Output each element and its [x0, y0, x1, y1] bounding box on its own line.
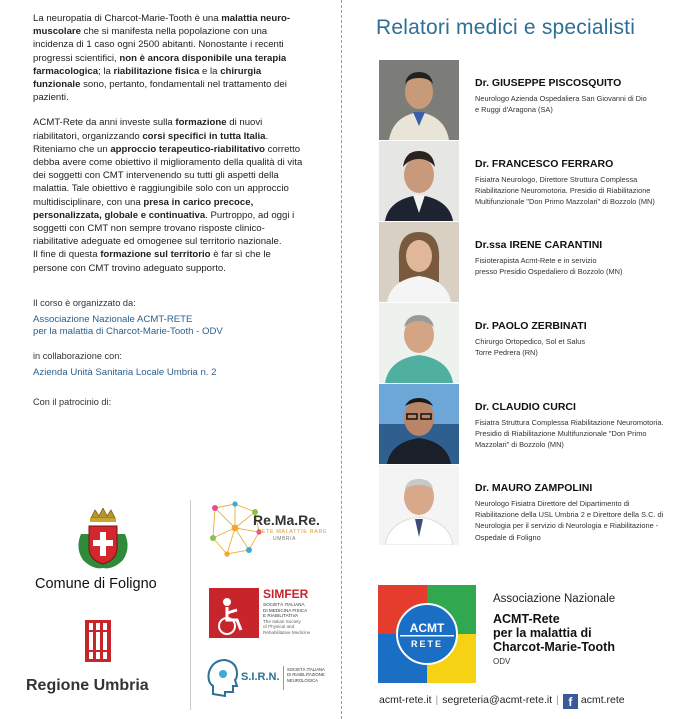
person-silhouette-icon: [379, 465, 459, 545]
speaker-name: Dr. FRANCESCO FERRARO: [475, 158, 614, 170]
logo-text-2: RETE: [410, 639, 444, 649]
collab-label: in collaborazione con:: [33, 351, 122, 362]
person-silhouette-icon: [379, 303, 459, 383]
sirn-line: NEUROLOGICA: [287, 677, 318, 683]
association-name-line: Charcot-Marie-Tooth: [493, 640, 615, 654]
simfer-line: E RIABILITATIVA: [263, 613, 299, 619]
speaker-desc-line: Neurologo Azienda Ospedaliera San Giovanni di Dio: [475, 94, 647, 103]
patronage-logos: [25, 490, 328, 719]
website-link[interactable]: acmt-rete.it: [379, 694, 432, 706]
organizer-label: Il corso è organizzato da:: [33, 297, 136, 308]
regione-name: Regione Umbria: [26, 677, 149, 694]
speaker-description: [475, 93, 683, 115]
speaker-name: Dr. CLAUDIO CURCI: [475, 401, 576, 413]
association-name-line: per la malattia di: [493, 626, 592, 640]
simfer-line: of Physical and: [263, 624, 295, 630]
sirn-line: DI RIABILITAZIONE: [287, 672, 325, 678]
speaker-name: Dr. GIUSEPPE PISCOSQUITO: [475, 77, 622, 89]
organizer-line-2: per la malattia di Charcot-Marie-Tooth - ODV: [33, 326, 223, 338]
person-silhouette-icon: [379, 60, 459, 140]
speaker-description: [475, 336, 683, 358]
association-suffix: ODV: [493, 657, 511, 666]
regione-umbria-emblem-icon: [85, 620, 111, 662]
speaker-card: [379, 141, 679, 221]
sirn-subtitle: [287, 667, 325, 683]
comune-name: Comune di Foligno: [35, 576, 157, 592]
speaker-desc-line: e Ruggi d'Aragona (SA): [475, 105, 553, 115]
collab-name: Azienda Unità Sanitaria Locale Umbria n. 2: [33, 367, 217, 379]
person-silhouette-icon: [379, 141, 459, 221]
simfer-title: SIMFER: [263, 587, 309, 601]
association-block: [378, 585, 678, 685]
person-silhouette-icon: [379, 384, 459, 464]
speaker-photo: [379, 465, 459, 545]
speaker-desc-line: Riabilitazione Neuromotoria. Presidio di Riabilitazione: [475, 186, 651, 196]
sirn-head-icon: [205, 658, 239, 698]
intro-paragraph-1: La neuropatia di Charcot-Marie-Tooth è una malattia neuro-muscolare che si manifesta nella popolazione con una incidenza di 1 caso ogni 2500 abitanti. Nonostante i recenti progressi scientifici, non è ancora disponibile una terapia farmacologica; la riabilitazione fisica e la chirurgia funzionale sono, pertanto, fondamentali nel trattamento dei pazienti.: [33, 13, 291, 104]
speaker-photo: [379, 141, 459, 221]
simfer-line: DI MEDICINA FISICA: [263, 607, 308, 613]
speaker-desc-line: Chirurgo Ortopedico, Sol et Salus: [475, 337, 586, 346]
speaker-card: [379, 60, 679, 140]
remare-sub-1: RETE MALATTIE RARE: [257, 529, 328, 535]
speaker-name: Dr. PAOLO ZERBINATI: [475, 320, 587, 332]
acmt-rete-logo: [378, 585, 476, 683]
speaker-photo: [379, 303, 459, 383]
speaker-name: Dr.ssa IRENE CARANTINI: [475, 239, 603, 251]
remare-sub-2: UMBRIA: [273, 536, 297, 542]
intro-column: [33, 12, 305, 409]
simfer-line: The Italian Society: [263, 618, 301, 624]
speaker-card: [379, 222, 679, 302]
simfer-line: Rehabilitative Medicine: [263, 629, 311, 635]
speaker-card: [379, 465, 679, 545]
speaker-description: [475, 498, 683, 543]
speaker-card: [379, 384, 679, 464]
association-name-line: ACMT-Rete: [493, 612, 560, 626]
simfer-emblem-icon: [209, 588, 259, 638]
speaker-desc-line: Fisioterapista Acmt-Rete e in servizio: [475, 256, 597, 265]
facebook-icon[interactable]: f: [563, 694, 578, 709]
intro-paragraph-3: Il fine di questa formazione sul territorio è far sì che le persone con CMT trovino adeguato supporto.: [33, 249, 271, 274]
association-label: Associazione Nazionale: [493, 593, 616, 605]
simfer-subtitle: [263, 602, 310, 636]
intro-paragraph-2: ACMT-Rete da anni investe sulla formazione di nuovi riabilitatori, organizzando corsi specifici in tutta Italia. Riteniamo che un approccio terapeutico-riabilitativo corretto debba avere come obiettivo il miglioramento della qualità di vita dei soggetti con CMT intervenendo su tutti gli aspetti della malattia. Tale obiettivo è raggiungibile solo con un approccio multidisciplinare, con una presa in carico precoce, personalizzata, globale e continuativa. Purtroppo, ad oggi i soggetti con CMT non sempre trovano risposte clinico-riabilitative adeguate ed omogenee sul territorio nazionale.: [33, 117, 303, 248]
logos-divider: [190, 500, 191, 710]
person-silhouette-icon: [379, 222, 459, 302]
speaker-photo: [379, 60, 459, 140]
speaker-photo: [379, 384, 459, 464]
speaker-name: Dr. MAURO ZAMPOLINI: [475, 482, 593, 494]
remare-network-icon: [205, 498, 265, 560]
email-link[interactable]: segreteria@acmt-rete.it: [442, 694, 553, 706]
sirn-line: SOCIETÀ ITALIANA: [287, 667, 325, 672]
speaker-desc-line: Torre Pedrera (RN): [475, 348, 538, 358]
sirn-divider: [283, 666, 284, 690]
simfer-line: SOCIETÀ ITALIANA: [263, 602, 305, 607]
speaker-photo: [379, 222, 459, 302]
speaker-desc-line: Fisiatra Struttura Complessa Riabilitazione Neuromotoria.: [475, 418, 664, 427]
speaker-desc-line: Riabilitazione della USL Umbria 2 e Direttore della S.C. di: [475, 510, 664, 520]
speaker-desc-line: Ospedale di Foligno: [475, 532, 541, 542]
speaker-desc-line: Neurologia per il servizio di Neurologia e Riabilitazione -: [475, 521, 659, 531]
logo-text-1: ACMT: [409, 621, 445, 635]
organizer-line-1: Associazione Nazionale ACMT-RETE: [33, 314, 193, 326]
contact-footer: acmt-rete.it | segreteria@acmt-rete.it | f acmt.rete: [379, 694, 625, 709]
association-name: [493, 612, 615, 654]
speaker-desc-line: presso Presidio Ospedaliero di Bozzolo (MN): [475, 267, 623, 277]
speaker-description: [475, 417, 683, 451]
patronage-label: Con il patrocinio di:: [33, 397, 112, 408]
facebook-link[interactable]: acmt.rete: [580, 694, 625, 706]
speaker-description: [475, 174, 683, 208]
fold-divider: [341, 0, 342, 719]
speaker-desc-line: Multifunzionale "Don Primo Mazzolari" di Bozzolo (MN): [475, 197, 655, 207]
speakers-title: Relatori medici e specialisti: [376, 16, 636, 39]
speaker-desc-line: Neurologo Fisiatra Direttore del Dipartimento di: [475, 499, 630, 508]
foligno-crest-icon: [73, 508, 133, 572]
speaker-card: [379, 303, 679, 383]
speaker-desc-line: Mazzolari" di Bozzolo (MN): [475, 440, 564, 450]
remare-title: Re.Ma.Re.: [253, 512, 320, 528]
speaker-description: [475, 255, 683, 277]
speaker-desc-line: Presidio di Riabilitazione Multifunzionale "Don Primo: [475, 429, 647, 439]
sirn-title: S.I.R.N.: [241, 671, 280, 683]
speaker-desc-line: Fisiatra Neurologo, Direttore Struttura Complessa: [475, 175, 638, 184]
